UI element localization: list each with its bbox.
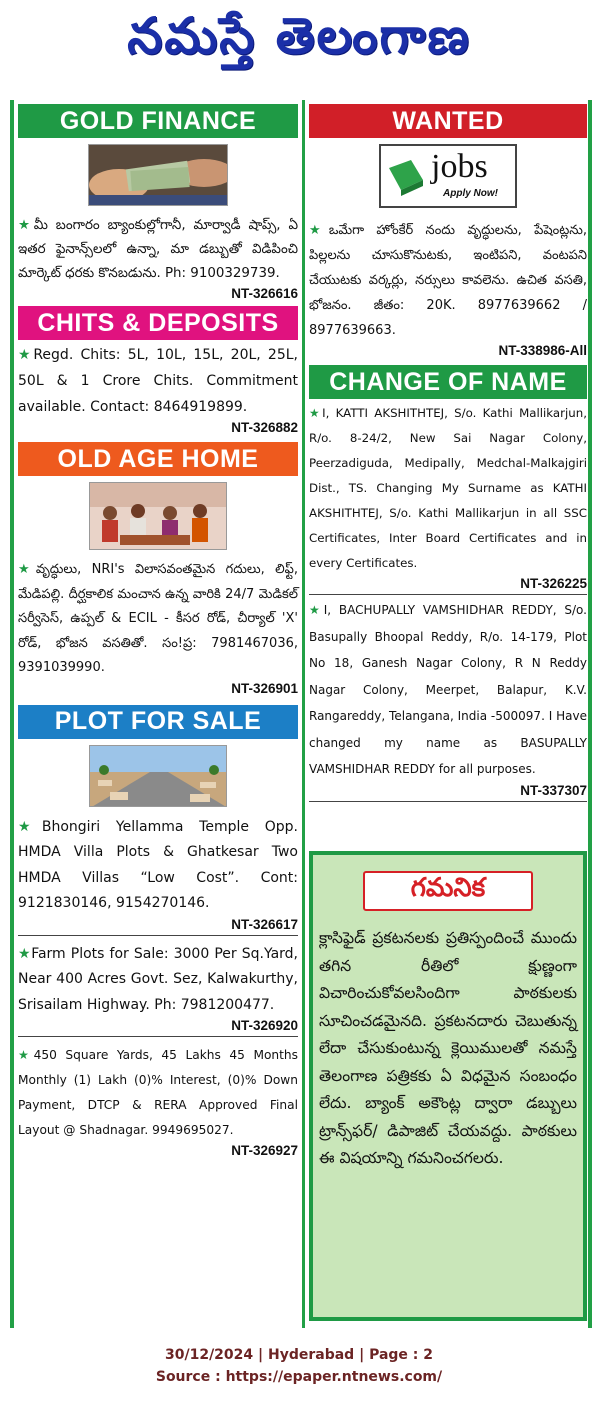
star-icon: ★ (309, 603, 324, 617)
notice-body: క్లాసిఫైడ్ ప్రకటనలకు ప్రతిస్పందించే ముందు తగిన రీతిలో క్షుణ్ణంగా విచారించుకోవలసిందిగా పాఠకులకు సూచించడమైనది. ప్రకటనదారు చెబుతున్న లేదా చేసుకుంటున్న క్లెయిములతో నమస్తే తెలంగాణ పత్రికకు ఏ విధమైన సంబంధం లేదు. బ్యాంక్ అకౌంట్ల ద్వారా డబ్బులు ట్రాన్స్‌ఫర్/ డిపాజిట్ చేయవద్దు. పాఠకులు ఈ విషయాన్ని గమనించగలరు. (319, 929, 577, 1167)
gold-finance-text: మీ బంగారం బ్యాంకుల్లోగానీ, మార్వాడీ షాప్స్, ఏ ఇతర ఫైనాన్స్‌లలో ఉన్నా, మా డబ్బుతో విడిపించి మార్కెట్ ధరకు కొనబడును. Ph: 9100329739. (18, 218, 298, 281)
plot-ad-1 (18, 815, 298, 917)
change-of-name-banner: CHANGE OF NAME (309, 365, 587, 399)
ad-code: NT-326927 (231, 1143, 298, 1158)
star-icon: ★ (18, 347, 34, 363)
ad-code: NT-337307 (520, 782, 587, 798)
source-link[interactable]: Source : https://epaper.ntnews.com/ (155, 1369, 443, 1385)
star-icon: ★ (18, 562, 36, 577)
apply-now-tag: Apply Now! (443, 188, 498, 199)
money-handover-image (89, 145, 228, 206)
ad-separator (18, 935, 298, 936)
ad-code: NT-338986-All (498, 343, 587, 358)
plot-layout-photo (89, 745, 227, 807)
old-age-home-banner: OLD AGE HOME (18, 442, 298, 476)
ad-separator (309, 594, 587, 595)
newspaper-title: నమస్తే తెలంగాణ (127, 6, 471, 65)
left-column (18, 104, 298, 1159)
name-change-ad-1 (309, 401, 587, 576)
gold-finance-banner: GOLD FINANCE (18, 104, 298, 138)
old-age-home-ad (18, 558, 298, 681)
plot-ad-2-text: Farm Plots for Sale: 3000 Per Sq.Yard, Near 400 Acres Govt. Sez, Kalwakurthy, Srisailam Highway. Ph: 7981200477. (18, 945, 298, 1013)
name-change-ad-1-text: I, KATTI AKSHITHTEJ, S/o. Kathi Mallikarjun, R/o. 8-24/2, New Sai Nagar Colony, Peerzadiguda, Medipally, Medchal-Malkajgiri Dist., TS. Changing My Surname as KATHI AKSHITHTEJ, S/o. Kathi Mallikarjun in all SSC Certificates, Inter Board Certificates and in every Certificates. (309, 406, 587, 570)
ad-separator (18, 1036, 298, 1037)
name-change-ad-2-text: I, BACHUPALLY VAMSHIDHAR REDDY, S/o. Basupally Bhoopal Reddy, R/o. 14-179, Plot No 18, Ganesh Nagar Colony, R N Reddy Nagar Colony, Meerpet, Balapur, K.V. Rangareddy, Telangana, India -500097. I Have changed my name as BASUPALLY VAMSHIDHAR REDDY for all purposes. (309, 603, 587, 776)
ad-code: NT-326617 (231, 916, 298, 932)
star-icon: ★ (309, 406, 323, 420)
chits-text: Regd. Chits: 5L, 10L, 15L, 20L, 25L, 50L & 1 Crore Chits. Commitment available. Contact: 8464919899. (18, 347, 298, 415)
wanted-banner: WANTED (309, 104, 587, 138)
disclaimer-notice (309, 851, 587, 1321)
plot-for-sale-banner: PLOT FOR SALE (18, 705, 298, 739)
star-icon: ★ (18, 818, 42, 835)
star-icon: ★ (18, 1048, 34, 1062)
column-divider (302, 100, 305, 1328)
chits-deposits-banner: CHITS & DEPOSITS (18, 306, 298, 340)
plot-ad-2 (18, 942, 298, 1019)
ad-code: NT-326901 (231, 680, 298, 696)
elderly-group-image (90, 483, 227, 550)
plot-ad-3 (18, 1043, 298, 1143)
masthead (0, 0, 598, 84)
jobs-word: jobs (431, 148, 488, 185)
ad-code: NT-326882 (231, 420, 298, 435)
ad-separator (309, 801, 587, 802)
ad-code: NT-326920 (231, 1018, 298, 1033)
star-icon: ★ (18, 945, 32, 962)
jobs-logo (379, 144, 517, 208)
wanted-ad (309, 218, 587, 343)
ad-code: NT-326225 (520, 576, 587, 591)
gold-finance-ad (18, 214, 298, 286)
old-age-home-photo (89, 482, 227, 550)
name-change-ad-2 (309, 597, 587, 783)
money-handover-photo (88, 144, 228, 206)
plot-ad-3-text: 450 Square Yards, 45 Lakhs 45 Months Monthly (1) Lakh (0)% Interest, (0)% Down Payment, DTCP & RERA Approved Final Layout @ Shadnagar. 9949695027. (18, 1048, 298, 1137)
plot-layout-image (90, 746, 227, 807)
notice-title: గమనిక (363, 871, 533, 911)
star-icon: ★ (309, 223, 329, 238)
star-icon: ★ (18, 218, 34, 233)
old-age-home-text: వృద్ధులు, NRI's విలాసవంతమైన గదులు, లిఫ్ట్, మేడిపల్లి. దీర్ఘకాలిక మంచాన ఉన్న వారికి 24/7 మెడికల్ సర్వీసెస్, ఉప్పల్ & ECIL - కీసర రోడ్, చీర్యాల్ 'X' రోడ్, భోజన వసతితో. సం!ప్ర: 7981467036, 9391039990. (18, 562, 298, 675)
edition-info: 30/12/2024 | Hyderabad | Page : 2 (164, 1347, 434, 1363)
chits-ad (18, 342, 298, 420)
right-column (309, 104, 587, 802)
ad-code: NT-326616 (231, 286, 298, 301)
wanted-text: ఒమేగా హోంకేర్ నందు వృద్ధులను, పేషెంట్లను, పిల్లలను చూసుకొనుటకు, ఇంటిపని, వంటపని చేయుటకు వర్కర్లు, నర్సులు కావలెను. ఉచిత వసతి, భోజనం. జీతం: 20K. 8977639662 / 8977639663. (309, 223, 587, 338)
plot-ad-1-text: Bhongiri Yellamma Temple Opp. HMDA Villa Plots & Ghatkesar Two HMDA Villas “Low Cost”. Cont: 9121830146, 9154270146. (18, 818, 298, 911)
